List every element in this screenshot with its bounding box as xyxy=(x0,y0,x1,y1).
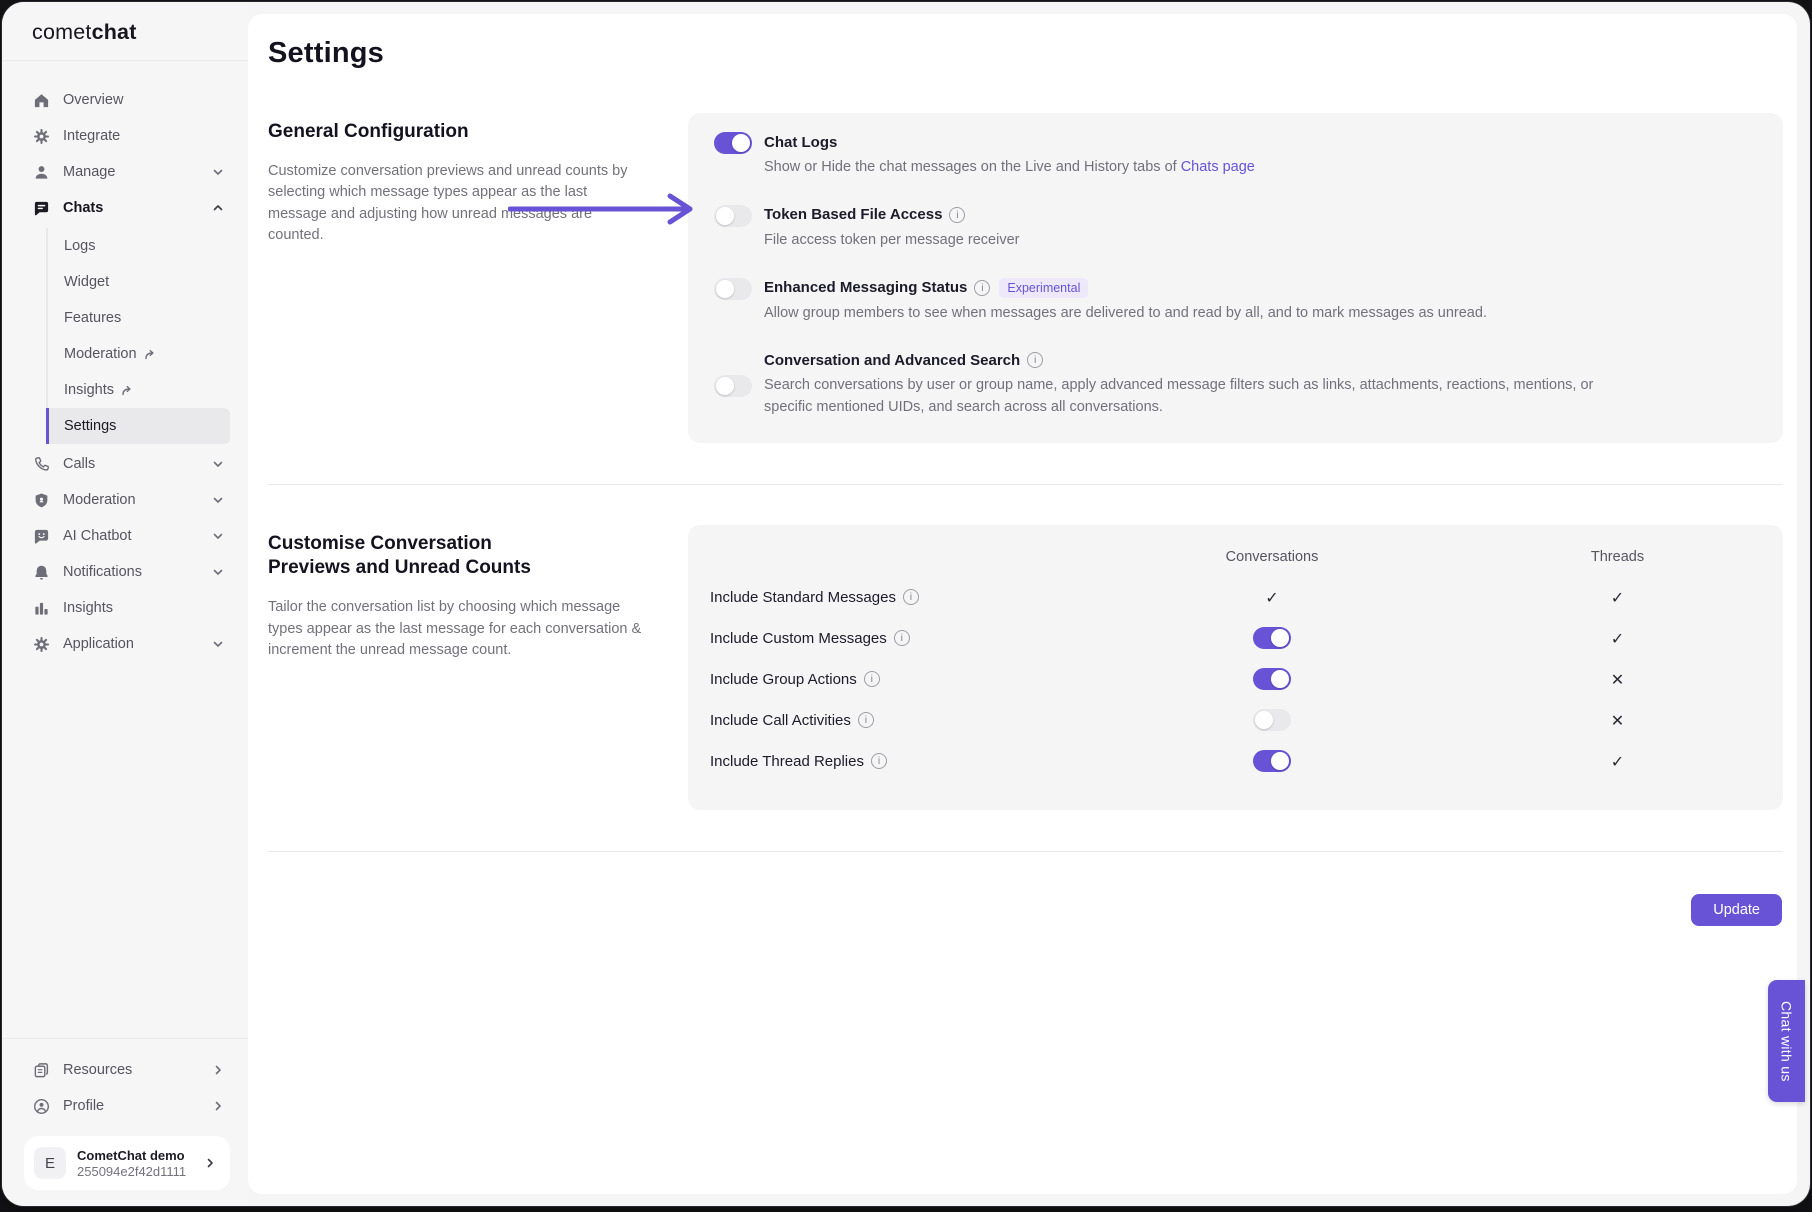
subitem-label: Widget xyxy=(64,274,110,290)
column-header-conversations: Conversations xyxy=(1225,548,1319,565)
sidebar-subitem-features[interactable] xyxy=(46,300,248,336)
logo-text-bold: chat xyxy=(91,20,137,44)
chevron-up-icon xyxy=(212,202,224,214)
section-general-configuration xyxy=(268,113,1783,443)
subitem-label: Logs xyxy=(64,238,96,254)
setting-description: Allow group members to see when messages are delivered to and read by all, and to mark messages as unread. xyxy=(764,304,1487,321)
sidebar-item-label: Calls xyxy=(63,456,96,472)
table-header-row xyxy=(688,541,1783,573)
sidebar-item-ai-chatbot[interactable] xyxy=(2,518,248,554)
sidebar-item-label: Overview xyxy=(63,92,124,108)
cross-icon: ✕ xyxy=(1610,669,1625,689)
external-link-icon xyxy=(144,348,157,361)
cross-icon: ✕ xyxy=(1610,710,1625,730)
chevron-down-icon xyxy=(212,458,224,470)
sidebar-item-notifications[interactable] xyxy=(2,554,248,590)
conversation-advanced-search-toggle[interactable] xyxy=(714,375,752,397)
table-row xyxy=(688,741,1783,782)
cometchat-logo[interactable] xyxy=(2,2,248,61)
chats-subnav xyxy=(46,228,248,444)
chat-bubble-icon xyxy=(32,199,50,217)
chevron-down-icon xyxy=(212,166,224,178)
profile-circle-icon xyxy=(32,1097,50,1115)
enhanced-messaging-status-toggle[interactable] xyxy=(714,278,752,300)
home-icon xyxy=(32,91,50,109)
subitem-label: Settings xyxy=(64,418,117,434)
subitem-label: Insights xyxy=(64,382,114,398)
sidebar-item-integrate[interactable] xyxy=(2,118,248,154)
token-based-file-access-toggle[interactable] xyxy=(714,205,752,227)
actions-bar xyxy=(268,894,1783,926)
general-configuration-card xyxy=(688,113,1783,443)
sidebar-item-label: Resources xyxy=(63,1062,133,1078)
customise-description: Tailor the conversation list by choosing which message types appear as the last message for each conversation & increment the unread message count. xyxy=(268,599,642,658)
application-gear-icon xyxy=(32,635,50,653)
page-title: Settings xyxy=(268,37,384,69)
sidebar-item-profile[interactable] xyxy=(2,1088,248,1124)
general-configuration-heading: General Configuration xyxy=(268,121,469,142)
row-label: Include Standard Messages xyxy=(710,588,896,606)
table-row xyxy=(688,700,1783,741)
row-label: Include Thread Replies xyxy=(710,752,864,770)
chat-with-us-tab[interactable] xyxy=(1768,980,1805,1102)
setting-description: File access token per message receiver xyxy=(764,231,1020,248)
account-avatar: E xyxy=(34,1147,66,1179)
sidebar-item-moderation[interactable] xyxy=(2,482,248,518)
check-icon: ✓ xyxy=(1610,628,1625,648)
setting-label: Chat Logs xyxy=(764,133,838,151)
sidebar-item-label: Manage xyxy=(63,164,116,180)
sidebar-item-application[interactable] xyxy=(2,626,248,662)
sidebar-item-label: Moderation xyxy=(63,492,136,508)
sidebar-item-label: Integrate xyxy=(63,128,121,144)
customise-table-card xyxy=(688,525,1783,810)
main-panel xyxy=(248,14,1797,1194)
phone-icon xyxy=(32,455,50,473)
row-label: Include Group Actions xyxy=(710,670,857,688)
setting-label: Conversation and Advanced Search xyxy=(764,351,1021,369)
info-icon[interactable]: i xyxy=(903,589,919,605)
chevron-right-icon xyxy=(212,1064,224,1076)
sidebar-item-chats[interactable] xyxy=(2,190,248,226)
person-icon xyxy=(32,163,50,181)
sidebar-nav xyxy=(2,82,248,662)
table-row xyxy=(688,659,1783,700)
account-id: 255094e2f42d1111 xyxy=(77,1163,187,1179)
chevron-down-icon xyxy=(212,638,224,650)
sidebar-item-label: AI Chatbot xyxy=(63,528,132,544)
info-icon[interactable]: i xyxy=(949,207,965,223)
sidebar-item-label: Insights xyxy=(63,600,113,616)
sidebar-subitem-widget[interactable] xyxy=(46,264,248,300)
subitem-label: Features xyxy=(64,310,122,326)
check-icon: ✓ xyxy=(1610,587,1625,607)
account-meta xyxy=(77,1148,204,1179)
column-header-threads: Threads xyxy=(1590,548,1645,565)
app-window xyxy=(2,2,1810,1206)
sidebar-item-overview[interactable] xyxy=(2,82,248,118)
include-thread-replies-toggle[interactable] xyxy=(1253,750,1291,772)
chevron-right-icon xyxy=(204,1157,216,1169)
info-icon[interactable]: i xyxy=(894,630,910,646)
row-label: Include Call Activities xyxy=(710,711,851,729)
setting-label: Token Based File Access xyxy=(764,206,943,224)
check-icon: ✓ xyxy=(1610,751,1625,771)
sidebar-item-calls[interactable] xyxy=(2,446,248,482)
setting-label: Enhanced Messaging Status xyxy=(764,279,968,296)
sidebar-item-insights[interactable] xyxy=(2,590,248,626)
setting-description: Show or Hide the chat messages on the Live and History tabs of Chats page xyxy=(764,159,1255,175)
sidebar-item-resources[interactable] xyxy=(2,1052,248,1088)
chat-logs-toggle[interactable] xyxy=(714,132,752,154)
setting-row-chat-logs xyxy=(714,131,1757,179)
sidebar-item-label: Application xyxy=(63,636,134,652)
experimental-badge: Experimental xyxy=(999,278,1088,298)
setting-row-enhanced-messaging-status xyxy=(714,277,1757,325)
section-customise-previews xyxy=(268,525,1783,810)
info-icon[interactable]: i xyxy=(864,671,880,687)
chevron-down-icon xyxy=(212,494,224,506)
update-button[interactable]: Update xyxy=(1691,894,1782,926)
info-icon[interactable]: i xyxy=(1027,352,1043,368)
check-icon: ✓ xyxy=(1265,587,1279,607)
sidebar xyxy=(2,2,248,1206)
setting-row-token-based-file-access xyxy=(714,204,1757,252)
integrate-gear-icon xyxy=(32,127,50,145)
sidebar-subitem-moderation[interactable] xyxy=(46,336,248,372)
sidebar-item-label: Chats xyxy=(63,200,104,216)
sidebar-item-label: Profile xyxy=(63,1098,105,1114)
sidebar-subitem-logs[interactable] xyxy=(46,228,248,264)
sidebar-subitem-insights[interactable] xyxy=(46,372,248,408)
chats-page-link[interactable]: Chats page xyxy=(1180,159,1255,175)
chevron-right-icon xyxy=(212,1100,224,1112)
section-divider xyxy=(268,484,1783,485)
external-link-icon xyxy=(121,384,134,397)
resources-docs-icon xyxy=(32,1061,50,1079)
shield-icon xyxy=(32,491,50,509)
chevron-down-icon xyxy=(212,566,224,578)
include-group-actions-toggle[interactable] xyxy=(1253,668,1291,690)
chevron-down-icon xyxy=(212,530,224,542)
section-divider xyxy=(268,851,1783,852)
customise-heading: Customise Conversation Previews and Unread Counts xyxy=(268,532,531,579)
subitem-label: Moderation xyxy=(64,346,137,362)
bell-icon xyxy=(32,563,50,581)
row-label: Include Custom Messages xyxy=(710,629,887,647)
chat-with-us-label: Chat with us xyxy=(1778,1000,1795,1082)
info-icon[interactable]: i xyxy=(858,712,874,728)
info-icon[interactable]: i xyxy=(974,280,990,296)
include-call-activities-toggle[interactable] xyxy=(1253,709,1291,731)
include-custom-messages-toggle[interactable] xyxy=(1253,627,1291,649)
sidebar-footer xyxy=(2,1038,248,1206)
bar-chart-icon xyxy=(32,599,50,617)
logo-text-regular: comet xyxy=(32,20,92,44)
bot-face-icon xyxy=(32,527,50,545)
sidebar-item-manage[interactable] xyxy=(2,154,248,190)
general-configuration-description: Customize conversation previews and unread counts by selecting which message types appear as the last message and adjusting how unread messages are counted. xyxy=(268,163,628,243)
sidebar-item-label: Notifications xyxy=(63,564,142,580)
setting-description: Search conversations by user or group name, apply advanced message filters such as links, attachments, reactions, mentions, or specific mentioned UIDs, and search across all conversations. xyxy=(764,377,1594,415)
table-row xyxy=(688,577,1783,618)
setting-row-conversation-advanced-search xyxy=(714,349,1757,419)
table-row xyxy=(688,618,1783,659)
account-card[interactable] xyxy=(24,1136,230,1190)
sidebar-subitem-settings[interactable] xyxy=(46,408,230,444)
info-icon[interactable]: i xyxy=(871,753,887,769)
account-name: CometChat demo xyxy=(77,1147,185,1163)
